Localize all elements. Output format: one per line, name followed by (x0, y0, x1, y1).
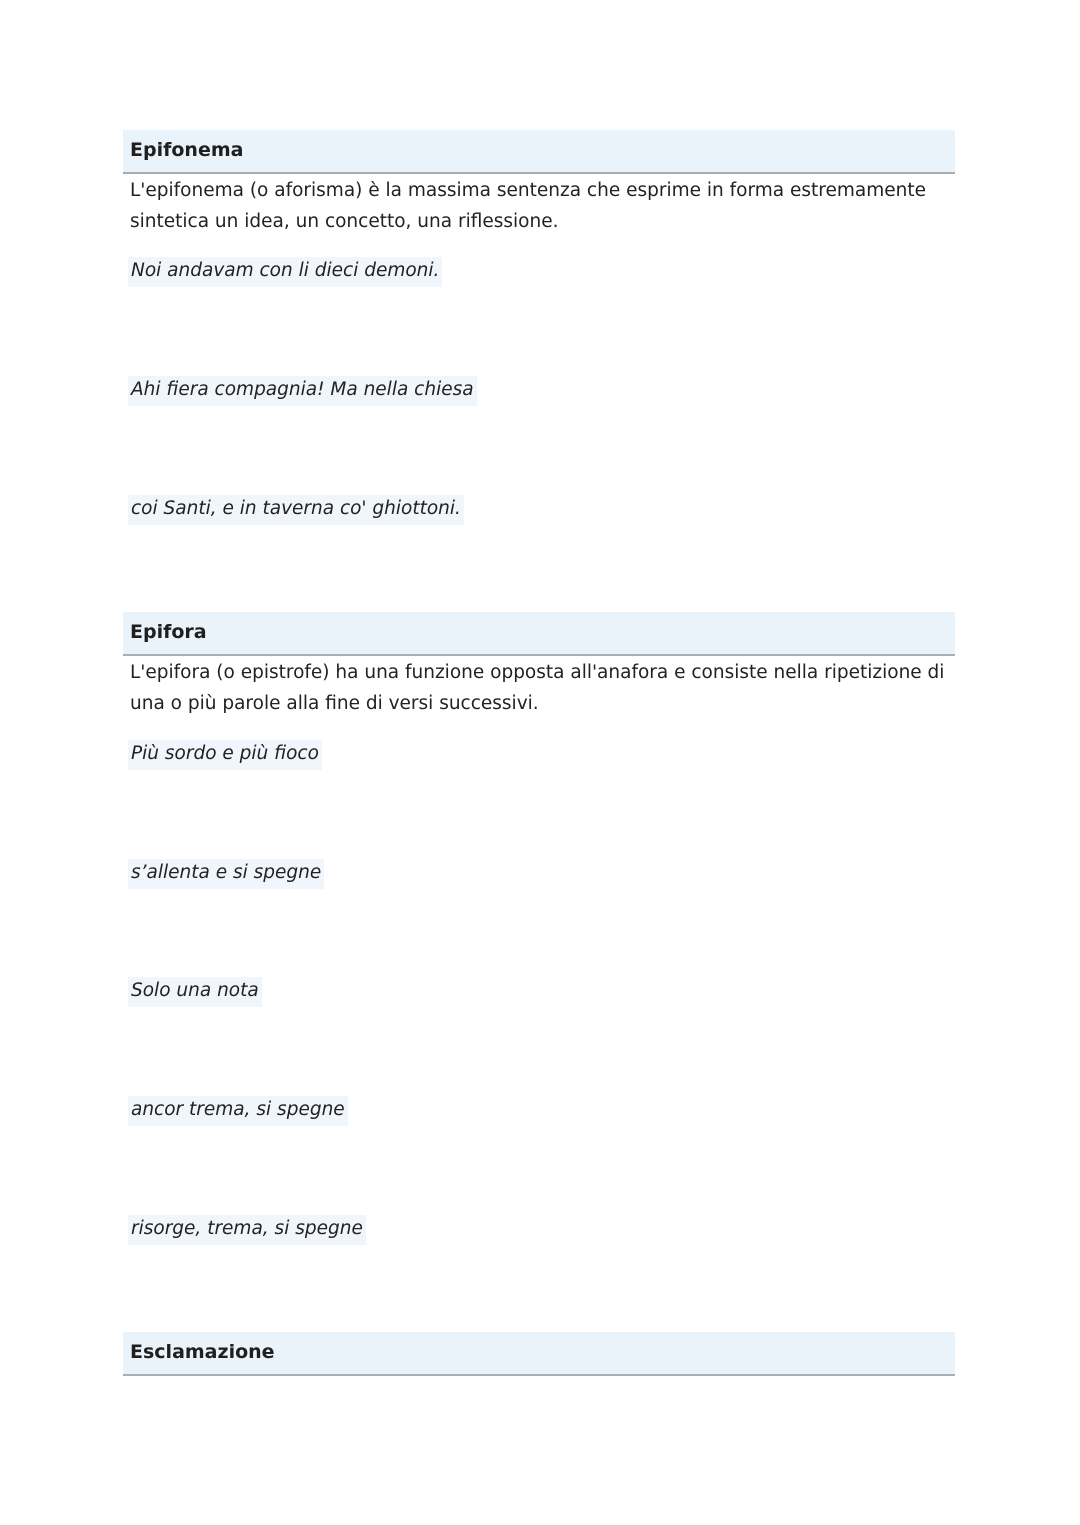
verse-line: s’allenta e si spegne (128, 859, 324, 889)
verse-line: Solo una nota (128, 977, 262, 1007)
verse-line: Ahi fiera compagnia! Ma nella chiesa (128, 376, 477, 406)
section-header-esclamazione (123, 1332, 955, 1376)
verse-line: Noi andavam con li dieci demoni. (128, 257, 442, 287)
section-title: Epifonema (130, 139, 244, 161)
verse-line: Più sordo e più fioco (128, 740, 322, 770)
verse-line: risorge, trema, si spegne (128, 1215, 366, 1245)
section-description: L'epifora (o epistrofe) ha una funzione opposta all'anafora e consiste nella ripetizione di una o più parole alla fine di versi successivi. (130, 662, 945, 714)
section-title: Esclamazione (130, 1341, 275, 1363)
section-header-epifora (123, 612, 955, 656)
section-title: Epifora (130, 621, 207, 643)
verse-line: ancor trema, si spegne (128, 1096, 348, 1126)
section-header-epifonema (123, 130, 955, 174)
section-description: L'epifonema (o aforisma) è la massima sentenza che esprime in forma estremamente sintetica un idea, un concetto, una riflessione. (130, 180, 926, 232)
verse-line: coi Santi, e in taverna co' ghiottoni. (128, 495, 464, 525)
